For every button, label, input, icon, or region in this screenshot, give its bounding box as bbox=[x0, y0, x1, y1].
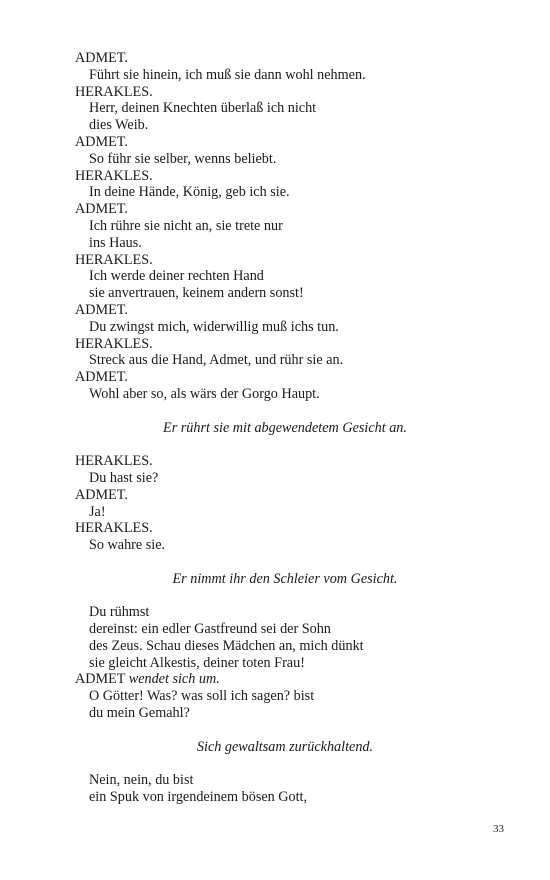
verse-line: Ich werde deiner rechten Hand bbox=[89, 268, 264, 285]
speaker-name bbox=[75, 369, 495, 386]
stanza-gap bbox=[75, 403, 495, 420]
speaker-name bbox=[75, 168, 495, 185]
speaker-label: ADMET. bbox=[75, 369, 128, 386]
speaker-label: ADMET bbox=[75, 671, 126, 688]
speaker-name bbox=[75, 671, 495, 688]
verse-line: Ich rühre sie nicht an, sie trete nur bbox=[89, 217, 283, 234]
stanza-gap bbox=[75, 588, 495, 605]
speaker-name bbox=[75, 201, 495, 218]
speaker-name bbox=[75, 487, 495, 504]
speaker-name bbox=[75, 84, 495, 101]
stanza-gap bbox=[75, 554, 495, 571]
speaker-label: HERAKLES. bbox=[75, 83, 153, 100]
verse-line: ein Spuk von irgendeinem bösen Gott, bbox=[89, 789, 308, 806]
verse-line: Du zwingst mich, widerwillig muß ichs tun. bbox=[89, 318, 339, 335]
speaker-label: ADMET. bbox=[75, 301, 128, 318]
speaker-name bbox=[75, 302, 495, 319]
verse-line: ins Haus. bbox=[89, 234, 142, 251]
speaker-label: ADMET. bbox=[75, 133, 128, 150]
verse-line: Wohl aber so, als wärs der Gorgo Haupt. bbox=[89, 385, 320, 402]
speaker-label: ADMET. bbox=[75, 201, 128, 218]
speaker-name bbox=[75, 252, 495, 269]
stage-direction: Er nimmt ihr den Schleier vom Gesicht. bbox=[172, 570, 398, 587]
verse-line: Führt sie hinein, ich muß sie dann wohl nehmen. bbox=[89, 66, 366, 83]
speaker-label: ADMET. bbox=[75, 486, 128, 503]
stage-direction: Sich gewaltsam zurückhaltend. bbox=[196, 738, 374, 755]
verse-line: Du rühmst bbox=[89, 604, 150, 621]
verse-line: O Götter! Was? was soll ich sagen? bist bbox=[89, 688, 315, 705]
inline-stage-direction: wendet sich um. bbox=[128, 671, 220, 688]
stanza-gap bbox=[75, 722, 495, 739]
speaker-name bbox=[75, 453, 495, 470]
speaker-label: HERAKLES. bbox=[75, 453, 153, 470]
verse-line: dies Weib. bbox=[89, 117, 149, 134]
speaker-name bbox=[75, 336, 495, 353]
verse-line: Herr, deinen Knechten überlaß ich nicht bbox=[89, 100, 317, 117]
verse-line: So führ sie selber, wenns beliebt. bbox=[89, 150, 277, 167]
verse-line: Nein, nein, du bist bbox=[89, 772, 194, 789]
stanza-gap bbox=[75, 436, 495, 453]
speaker-label: ADMET. bbox=[75, 50, 128, 66]
speaker-name bbox=[75, 50, 495, 67]
verse-line: des Zeus. Schau dieses Mädchen an, mich dünkt bbox=[89, 637, 364, 654]
stanza-gap bbox=[75, 755, 495, 772]
verse-line: Du hast sie? bbox=[89, 469, 159, 486]
speaker-name bbox=[75, 134, 495, 151]
stage-direction: Er rührt sie mit abgewendetem Gesicht an. bbox=[163, 419, 407, 436]
verse-line: Ja! bbox=[89, 503, 106, 520]
verse-line: In deine Hände, König, geb ich sie. bbox=[89, 184, 290, 201]
page-number: 33 bbox=[493, 823, 504, 835]
verse-line: du mein Gemahl? bbox=[89, 705, 190, 722]
speaker-label: HERAKLES. bbox=[75, 167, 153, 184]
verse-line: dereinst: ein edler Gastfreund sei der Sohn bbox=[89, 621, 331, 638]
verse-line: Streck aus die Hand, Admet, und rühr sie an. bbox=[89, 352, 344, 369]
speaker-name bbox=[75, 520, 495, 537]
speaker-label: HERAKLES. bbox=[75, 251, 153, 268]
drama-text bbox=[75, 50, 495, 806]
verse-line: sie gleicht Alkestis, deiner toten Frau! bbox=[89, 654, 305, 671]
verse-line: So wahre sie. bbox=[89, 537, 166, 554]
speaker-label: HERAKLES. bbox=[75, 335, 153, 352]
verse-line: sie anvertrauen, keinem andern sonst! bbox=[89, 285, 304, 302]
speaker-label: HERAKLES. bbox=[75, 520, 153, 537]
